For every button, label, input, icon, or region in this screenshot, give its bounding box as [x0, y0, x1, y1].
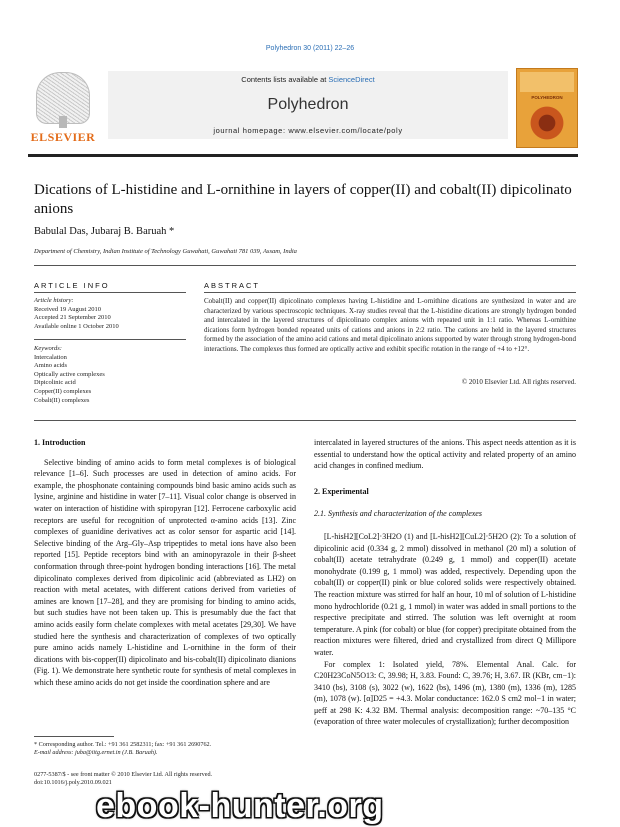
abstract-text: Cobalt(II) and copper(II) dipicolinato complexes having L-histidine and L-ornithine dications are synthesized in water and are characterized by various spectroscopic techniques. X-ray studies reveal that the L-histidine dications are strongly hydrogen bonded and intercalated in the layered structures of dipicolinato complex anions with repeated unit in 1:1 ratio. Whereas L-ornithine dications form hydrogen bonded repeated units of cations and anions in 2:2 ratio. The cations are held in the layered structures formed by the association of the amino acid cations and metal dipicolinato anions supported by water through strong hydrogen-bond interactions. The complexes thus formed are optically active and exhibit specific rotation in the range of +4 to +12°.	[204, 297, 576, 353]
keyword-item: Copper(II) complexes	[34, 387, 92, 395]
corresponding-author: * Corresponding author. Tel.: +91 361 2582311; fax: +91 361 2690762.	[34, 741, 212, 748]
abstract-rule	[204, 292, 576, 293]
author-email[interactable]: E-mail address: juba@iitg.ernet.in (J.B. Baruah).	[34, 749, 158, 756]
history-online: Available online 1 October 2010	[34, 322, 119, 330]
article-title: Dications of L-histidine and L-ornithine in layers of copper(II) and cobalt(II) dipicolinato anions	[34, 182, 572, 217]
keyword-item: Cobalt(II) complexes	[34, 396, 90, 404]
author-affiliation: Department of Chemistry, Indian Institute of Technology Guwahati, Guwahati 781 039, Assam, India	[34, 248, 297, 255]
cover-image-icon	[527, 105, 567, 141]
history-rule	[34, 339, 186, 340]
abstract-copyright: © 2010 Elsevier Ltd. All rights reserved.	[461, 378, 576, 386]
article-authors: Babulal Das, Jubaraj B. Baruah *	[34, 226, 175, 237]
header-rule	[28, 154, 578, 157]
footnote-rule	[34, 736, 114, 737]
footnote	[34, 741, 296, 757]
history-label: Article history:	[34, 297, 74, 304]
abstract-bottom-rule	[34, 420, 576, 421]
contents-prefix: Contents lists available at	[241, 75, 329, 84]
experimental-heading: 2. Experimental	[314, 486, 369, 496]
complex1-paragraph: For complex 1: Isolated yield, 78%. Elemental Anal. Calc. for C20H23CoN5O13: C, 39.98; H, 3.83. Found: C, 39.76; H, 3.67. IR (KBr, cm−1): 3410 (bs), 3108 (s), 3022 (w), 1622 (bs), 1496 (m), 1380 (m), 1336 (m), 1285 (m), 1078 (w). [α]D25 = +4.3. Molar conductance: 162.0 S cm2 mol−1 in water; μeff at 298 K: 4.32 BM. Thermal analysis: decomposition range: ~70–135 °C (evaporation of three water molecules of crystallization); further decomposition	[314, 659, 576, 727]
abstract-heading: ABSTRACT	[204, 281, 261, 290]
info-rule	[34, 292, 186, 293]
doi-link[interactable]: doi:10.1016/j.poly.2010.09.021	[34, 779, 112, 786]
synthesis-subheading: 2.1. Synthesis and characterization of the complexes	[314, 509, 482, 519]
journal-homepage[interactable]: journal homepage: www.elsevier.com/locate/poly	[213, 126, 403, 135]
article-history	[34, 297, 184, 331]
intro-heading: 1. Introduction	[34, 438, 86, 447]
journal-citation[interactable]: Polyhedron 30 (2011) 22–26	[265, 45, 355, 52]
keywords-label: Keywords:	[34, 345, 62, 352]
journal-title: Polyhedron	[267, 96, 349, 113]
contents-line	[108, 75, 508, 84]
keyword-item: Intercalation	[34, 353, 67, 361]
right-column	[314, 437, 576, 728]
watermark-text: ebook-hunter.org	[96, 787, 384, 825]
affiliation-rule	[34, 265, 576, 266]
keywords-block	[34, 345, 184, 405]
issn-line: 0277-5387/$ - see front matter © 2010 Elsevier Ltd. All rights reserved.	[34, 771, 213, 778]
elsevier-logo	[28, 68, 98, 148]
keyword-item: Optically active complexes	[34, 370, 105, 378]
history-received: Received 19 August 2010	[34, 305, 101, 313]
front-matter	[34, 771, 296, 787]
intro-paragraph: Selective binding of amino acids to form metal complexes is of biological relevance [1–6]. Such processes are used in detection of amino acids. For example, the phosphonate containing compounds bind basic amino acids such as lysine, arginine and histidine in water [7–11]. Visual color change is observed in water on interaction of histidine with spiropyran [12]. Ferrocene carboxylic acid receptors are useful for recognition of unprotected α-amino acids [13]. Zinc complexes of guanidine derivatives act as color sensor for aspartic acid [14]. Selective binding of the Arg–Gly–Asp tripeptides to metal ions have also been reported [15]. Peptide receptors bind with an aminopyrazole in their β-sheet conformation through three-point hydrogen bonding interactions [16]. The metal dipicolinato complexes derived from dipicolinic acid (abbreviated as LH2) on reaction with metal acetates, with different cations derived from varieties of amines are known [17–28], and they are promising for binding to amino acids, but such studies have not been taken up. This is presumably due the fact that amino acids easily form chelate complexes with metal acetates [29,30]. We have studied here the synthesis and characterization of complexes of two optically pure amino acids namely L-histidine and L-ornithine in the form of their dications with bis-copper(II) dipicolinato and bis-cobalt(II) dipicolinato dianions (Fig. 1). We demonstrate here synthetic route for synthesis of metal complexes in which these amino acids do not get inside the coordination sphere and are	[34, 457, 296, 687]
journal-cover-thumbnail	[516, 68, 578, 148]
cover-name: POLYHEDRON	[531, 95, 563, 100]
synthesis-paragraph: [L-hisH2][CoL2]·3H2O (1) and [L-hisH2][CuL2]·5H2O (2): To a solution of dipicolinic acid (0.334 g, 2 mmol) dissolved in methanol (20 ml) a solution of cobalt(II) acetate tetrahydrate (0.249 g, 1 mmol) and copper(II) acetate monohydrate (0.199 g, 1 mmol) was added, respectively. Depending upon the cobalt(II) or copper(II) pink or blue colored solids were respectively obtained. The reaction mixture was stirred for half an hour, 10 ml of solution of L-histidine mono hydrochloride (0.21 g, 1 mmol) in water was added in small portions to the respective precipitate and stirred. The solution was left overnight at room temperature. A pink (for cobalt) or blue (for copper) precipitate obtained from the reaction mixtures were filtered, dried and crystallized from direct Q Millipore water.	[314, 531, 576, 657]
keyword-item: Dipicolinic acid	[34, 379, 76, 387]
keyword-item: Amino acids	[34, 362, 68, 370]
col2-paragraph: intercalated in layered structures of the anions. This aspect needs attention as it is essential to understand how the optical activity and related property of an amino acid changes in confined medium.	[314, 438, 576, 471]
publisher-name: ELSEVIER	[30, 130, 96, 144]
sciencedirect-link[interactable]: ScienceDirect	[328, 75, 375, 84]
article-info-heading: ARTICLE INFO	[34, 281, 110, 290]
tree-trunk-icon	[59, 116, 67, 128]
left-column	[34, 437, 296, 688]
history-accepted: Accepted 21 September 2010	[34, 314, 111, 322]
